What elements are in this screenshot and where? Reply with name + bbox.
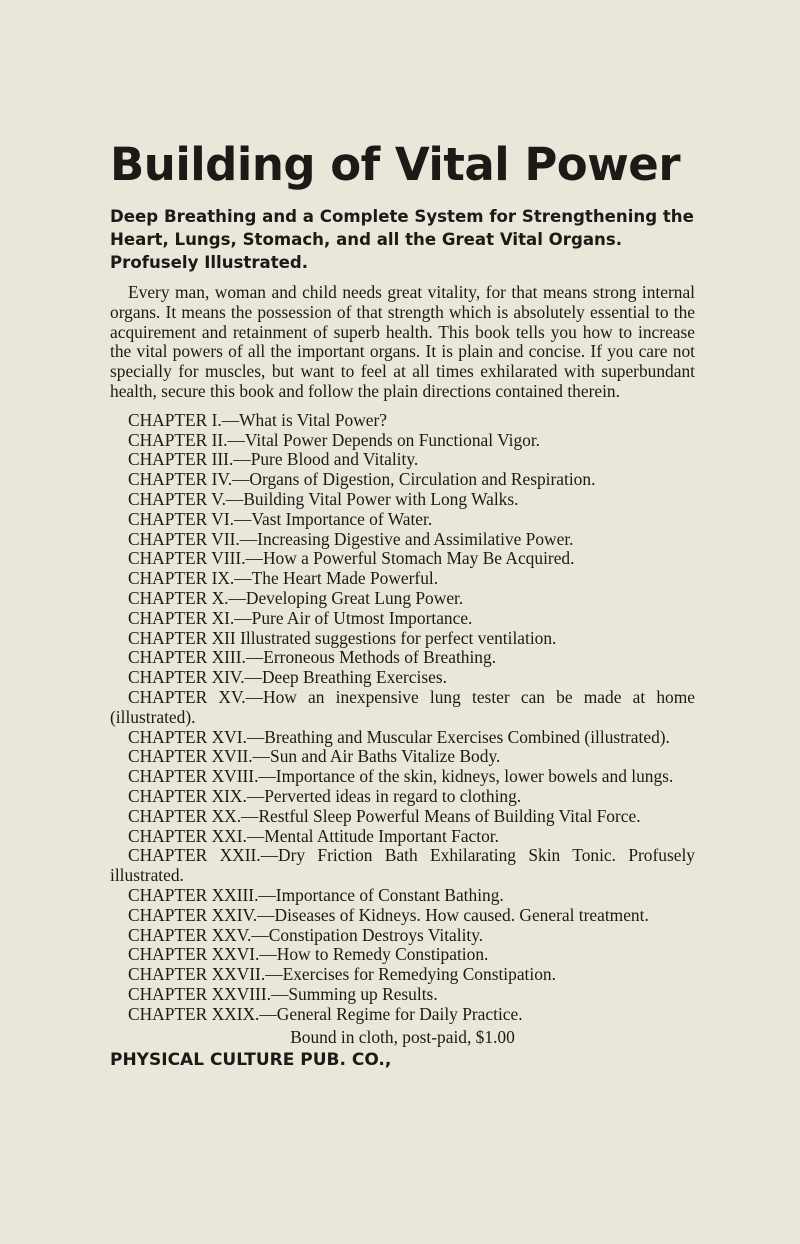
chapter-entry: CHAPTER XXI.—Mental Attitude Important Factor. (128, 825, 499, 846)
chapter-entry: CHAPTER XXVI.—How to Remedy Constipation. (128, 944, 489, 965)
chapter-entry: CHAPTER II.—Vital Power Depends on Functional Vigor. (128, 429, 541, 450)
chapter-entry: CHAPTER XI.—Pure Air of Utmost Importance. (128, 607, 473, 628)
chapter-entry: CHAPTER XXIII.—Importance of Constant Bathing. (128, 884, 504, 905)
chapter-entry: CHAPTER XV.—How an inexpensive lung tester can be made at home (illustrated). (110, 686, 695, 727)
chapter-entry: CHAPTER XIV.—Deep Breathing Exercises. (128, 667, 447, 688)
chapter-entry: CHAPTER XXIX.—General Regime for Daily Practice. (128, 1003, 523, 1024)
book-subtitle: Deep Breathing and a Complete System for Strengthening the Heart, Lungs, Stomach, and all the Great Vital Organs. Profusely Illustrated. (110, 207, 694, 272)
chapter-list (110, 411, 695, 1025)
chapter-entry: CHAPTER VII.—Increasing Digestive and Assimilative Power. (128, 528, 574, 549)
chapter-entry: CHAPTER V.—Building Vital Power with Long Walks. (128, 488, 519, 509)
chapter-entry: CHAPTER IV.—Organs of Digestion, Circulation and Respiration. (128, 469, 596, 490)
chapter-entry: CHAPTER XVIII.—Importance of the skin, kidneys, lower bowels and lungs. (128, 766, 674, 787)
chapter-entry: CHAPTER VI.—Vast Importance of Water. (128, 508, 433, 529)
chapter-entry: CHAPTER IX.—The Heart Made Powerful. (128, 568, 439, 589)
chapter-entry: CHAPTER XXIV.—Diseases of Kidneys. How caused. General treatment. (128, 904, 649, 925)
intro-paragraph: Every man, woman and child needs great vitality, for that means strong internal organs. It means the possession of that strength which is absolutely essential to the acquirement and retainment of superb health. This book tells you how to increase the vital powers of all the important organs. It is plain and concise. If you care not specially for muscles, but want to feel at all times exhilarated with superbundant health, secure this book and follow the plain directions contained therein. (110, 282, 695, 401)
price-line: Bound in cloth, post-paid, $1.00 (290, 1027, 515, 1048)
chapter-entry: CHAPTER XIX.—Perverted ideas in regard to clothing. (128, 785, 522, 806)
publisher-name: PHYSICAL CULTURE PUB. CO., (110, 1050, 392, 1071)
chapter-entry: CHAPTER X.—Developing Great Lung Power. (128, 587, 464, 608)
chapter-entry: CHAPTER XX.—Restful Sleep Powerful Means of Building Vital Force. (128, 805, 641, 826)
chapter-entry: CHAPTER XXVII.—Exercises for Remedying Constipation. (128, 964, 556, 985)
chapter-entry: CHAPTER XIII.—Erroneous Methods of Breathing. (128, 647, 497, 668)
chapter-entry: CHAPTER XXII.—Dry Friction Bath Exhilarating Skin Tonic. Profusely illustrated. (110, 845, 695, 886)
chapter-entry: CHAPTER XXVIII.—Summing up Results. (128, 983, 438, 1004)
chapter-entry: CHAPTER XVII.—Sun and Air Baths Vitalize Body. (128, 746, 501, 767)
chapter-entry: CHAPTER XII Illustrated suggestions for perfect ventilation. (128, 627, 557, 648)
chapter-entry: CHAPTER VIII.—How a Powerful Stomach May Be Acquired. (128, 548, 575, 569)
book-title: Building of Vital Power (110, 138, 681, 191)
chapter-entry: CHAPTER XVI.—Breathing and Muscular Exercises Combined (illustrated). (128, 726, 670, 747)
chapter-entry: CHAPTER III.—Pure Blood and Vitality. (128, 449, 419, 470)
chapter-entry: CHAPTER I.—What is Vital Power? (128, 409, 387, 430)
chapter-entry: CHAPTER XXV.—Constipation Destroys Vitality. (128, 924, 484, 945)
